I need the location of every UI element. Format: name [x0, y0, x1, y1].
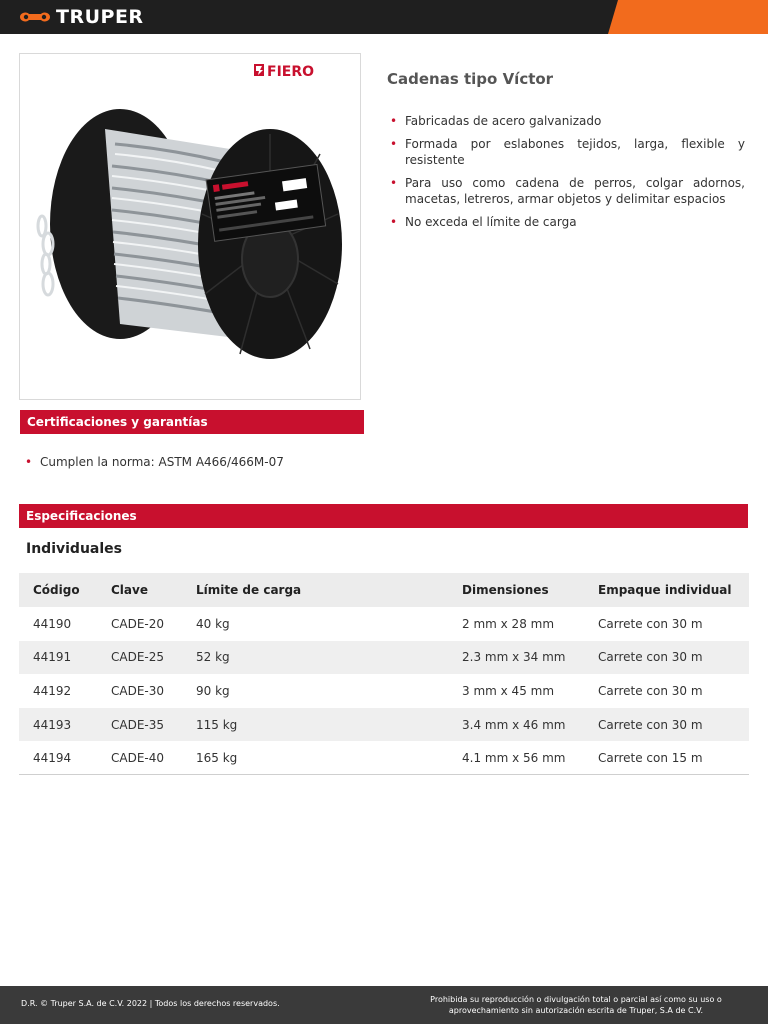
- table-header-row: [19, 573, 749, 607]
- chain-reel-image: [20, 54, 360, 399]
- table-cell: 165 kg: [182, 741, 448, 775]
- table-cell: CADE-35: [97, 708, 182, 742]
- column-header: Clave: [97, 573, 182, 607]
- brand-name: TRUPER: [56, 6, 144, 28]
- table-cell: 115 kg: [182, 708, 448, 742]
- table-cell: 44192: [33, 683, 72, 698]
- header-bar: [0, 0, 768, 34]
- table-row: [19, 741, 749, 775]
- table-cell: 40 kg: [196, 616, 230, 631]
- list-item: • Formada por eslabones tejidos, larga, flexible y resistente: [387, 136, 745, 168]
- footer-legal: [406, 994, 746, 1016]
- column-header: Límite de carga: [182, 573, 448, 607]
- table-cell: 44193: [19, 708, 97, 742]
- table-row: [19, 674, 749, 708]
- column-header: Dimensiones: [448, 573, 584, 607]
- table-row: [19, 708, 749, 742]
- table-cell: Carrete con 30 m: [598, 683, 703, 698]
- column-header: Código: [19, 573, 97, 607]
- table-cell: 3 mm x 45 mm: [462, 683, 555, 698]
- product-image: [19, 53, 361, 400]
- list-item: • Cumplen la norma: ASTM A466/466M-07: [22, 454, 284, 470]
- table-row: [19, 607, 749, 641]
- list-item: • Fabricadas de acero galvanizado: [387, 113, 745, 129]
- table-cell: CADE-40: [97, 741, 182, 775]
- table-cell: 90 kg: [196, 683, 230, 698]
- table-cell: 2.3 mm x 34 mm: [448, 641, 584, 675]
- table-cell: 44191: [19, 641, 97, 675]
- certifications-list: [22, 454, 284, 470]
- footer-legal-line: aprovechamiento sin autorización escrita de Truper, S.A de C.V.: [448, 1006, 704, 1015]
- table-cell: 4.1 mm x 56 mm: [448, 741, 584, 775]
- table-cell: Carrete con 30 m: [584, 708, 749, 742]
- footer-copyright: D.R. © Truper S.A. de C.V. 2022 | Todos los derechos reservados.: [21, 999, 280, 1008]
- table-cell: CADE-20: [111, 616, 165, 631]
- header-accent: [608, 0, 768, 34]
- table-row: [19, 641, 749, 675]
- list-item: • Para uso como cadena de perros, colgar adornos, macetas, letreros, armar objetos y delimitar espacios: [387, 175, 745, 207]
- table-cell: CADE-30: [111, 683, 165, 698]
- table-cell: Carrete con 30 m: [598, 616, 703, 631]
- product-title: Cadenas tipo Víctor: [387, 70, 554, 88]
- specifications-heading: Especificaciones: [19, 504, 748, 528]
- table-cell: 44194: [19, 741, 97, 775]
- specifications-subheading: Individuales: [26, 541, 122, 557]
- footer-bar: [0, 986, 768, 1024]
- table-cell: 3.4 mm x 46 mm: [448, 708, 584, 742]
- table-cell: 44190: [33, 616, 72, 631]
- list-item: • No exceda el límite de carga: [387, 214, 745, 230]
- specifications-table: [19, 573, 749, 775]
- fiero-logo-text: FIERO: [267, 64, 315, 80]
- column-header: Empaque individual: [584, 573, 749, 607]
- fiero-logo: [254, 64, 314, 80]
- truper-logo[interactable]: [18, 6, 144, 28]
- certifications-heading: Certificaciones y garantías: [20, 410, 364, 434]
- table-cell: Carrete con 15 m: [584, 741, 749, 775]
- table-cell: 52 kg: [182, 641, 448, 675]
- table-cell: CADE-25: [97, 641, 182, 675]
- feature-list: [387, 113, 745, 237]
- footer-legal-line: Prohibida su reproducción o divulgación total o parcial así como su uso o: [430, 995, 722, 1004]
- table-cell: 2 mm x 28 mm: [462, 616, 555, 631]
- table-cell: Carrete con 30 m: [584, 641, 749, 675]
- truper-wrench-icon: [18, 10, 52, 24]
